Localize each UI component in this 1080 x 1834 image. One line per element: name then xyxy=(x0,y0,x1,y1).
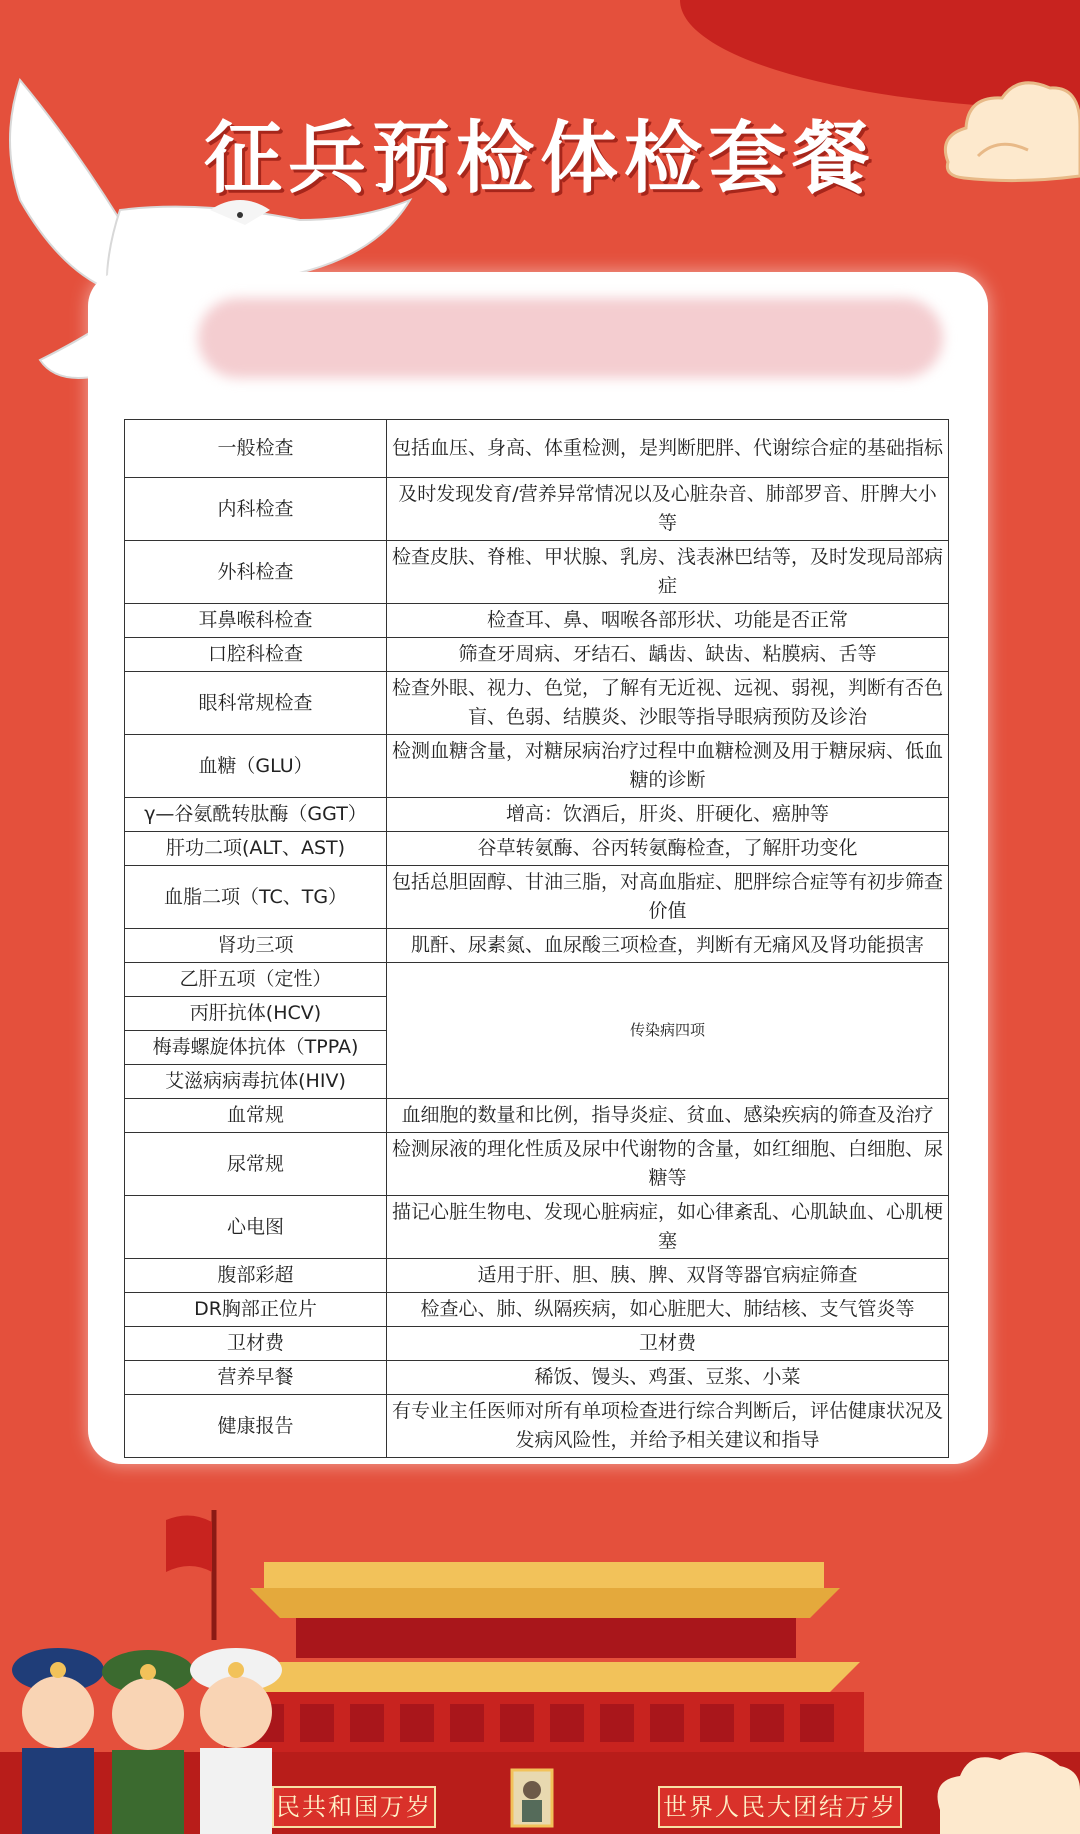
banner-left: 民共和国万岁 xyxy=(272,1786,436,1828)
tiananmen-scene xyxy=(0,1480,1080,1834)
desc-cell: 检查皮肤、脊椎、甲状腺、乳房、浅表淋巴结等，及时发现局部病症 xyxy=(387,541,949,604)
table-row xyxy=(125,929,949,963)
desc-cell: 有专业主任医师对所有单项检查进行综合判断后，评估健康状况及发病风险性，并给予相关建议和指导 xyxy=(387,1395,949,1458)
table-row xyxy=(125,420,949,478)
table-row xyxy=(125,1133,949,1196)
item-cell: 尿常规 xyxy=(125,1133,387,1196)
desc-cell: 适用于肝、胆、胰、脾、双肾等器官病症筛查 xyxy=(387,1259,949,1293)
item-cell: 肝功二项(ALT、AST) xyxy=(125,832,387,866)
item-cell: 营养早餐 xyxy=(125,1361,387,1395)
desc-cell: 卫材费 xyxy=(387,1327,949,1361)
table-row xyxy=(125,1361,949,1395)
table-row xyxy=(125,638,949,672)
desc-cell: 检查外眼、视力、色觉，了解有无近视、远视、弱视，判断有否色盲、色弱、结膜炎、沙眼等指导眼病预防及诊治 xyxy=(387,672,949,735)
item-cell: 腹部彩超 xyxy=(125,1259,387,1293)
item-cell: 卫材费 xyxy=(125,1327,387,1361)
desc-cell: 包括总胆固醇、甘油三脂，对高血脂症、肥胖综合症等有初步筛查价值 xyxy=(387,866,949,929)
table-row xyxy=(125,1099,949,1133)
desc-cell: 增高：饮酒后，肝炎、肝硬化、癌肿等 xyxy=(387,798,949,832)
page-title: 征兵预检体检套餐 xyxy=(203,114,876,204)
desc-cell: 描记心脏生物电、发现心脏病症，如心律紊乱、心肌缺血、心肌梗塞 xyxy=(387,1196,949,1259)
desc-cell: 筛查牙周病、牙结石、龋齿、缺齿、粘膜病、舌等 xyxy=(387,638,949,672)
item-cell: 眼科常规检查 xyxy=(125,672,387,735)
item-cell: 艾滋病病毒抗体(HIV) xyxy=(125,1065,387,1099)
item-cell: 肾功三项 xyxy=(125,929,387,963)
desc-cell: 检测血糖含量，对糖尿病治疗过程中血糖检测及用于糖尿病、低血糖的诊断 xyxy=(387,735,949,798)
item-cell: 口腔科检查 xyxy=(125,638,387,672)
item-cell: 一般检查 xyxy=(125,420,387,478)
item-cell: 内科检查 xyxy=(125,478,387,541)
table-row xyxy=(125,866,949,929)
desc-cell: 血细胞的数量和比例，指导炎症、贫血、感染疾病的筛查及治疗 xyxy=(387,1099,949,1133)
desc-cell-merged: 传染病四项 xyxy=(387,963,949,1099)
desc-cell: 稀饭、馒头、鸡蛋、豆浆、小菜 xyxy=(387,1361,949,1395)
table-row xyxy=(125,1293,949,1327)
desc-cell: 检查耳、鼻、咽喉各部形状、功能是否正常 xyxy=(387,604,949,638)
desc-cell: 包括血压、身高、体重检测，是判断肥胖、代谢综合症的基础指标 xyxy=(387,420,949,478)
table-row xyxy=(125,1327,949,1361)
item-cell: γ—谷氨酰转肽酶（GGT） xyxy=(125,798,387,832)
item-cell: 血常规 xyxy=(125,1099,387,1133)
banner-right: 世界人民大团结万岁 xyxy=(658,1786,902,1828)
package-table xyxy=(124,419,949,1458)
desc-cell: 检测尿液的理化性质及尿中代谢物的含量，如红细胞、白细胞、尿糖等 xyxy=(387,1133,949,1196)
item-cell: 丙肝抗体(HCV) xyxy=(125,997,387,1031)
table-row xyxy=(125,1395,949,1458)
table-row xyxy=(125,478,949,541)
table-row xyxy=(125,541,949,604)
blurred-subtitle-bar xyxy=(198,298,943,378)
item-cell: 血脂二项（TC、TG） xyxy=(125,866,387,929)
desc-cell: 谷草转氨酶、谷丙转氨酶检查，了解肝功变化 xyxy=(387,832,949,866)
table-row xyxy=(125,735,949,798)
table-row xyxy=(125,798,949,832)
item-cell: 外科检查 xyxy=(125,541,387,604)
desc-cell: 肌酐、尿素氮、血尿酸三项检查，判断有无痛风及肾功能损害 xyxy=(387,929,949,963)
item-cell: 耳鼻喉科检查 xyxy=(125,604,387,638)
desc-cell: 及时发现发育/营养异常情况以及心脏杂音、肺部罗音、肝脾大小等 xyxy=(387,478,949,541)
table-row xyxy=(125,1259,949,1293)
table-row xyxy=(125,1196,949,1259)
table-row xyxy=(125,604,949,638)
table-row xyxy=(125,672,949,735)
table-row xyxy=(125,963,949,997)
item-cell: DR胸部正位片 xyxy=(125,1293,387,1327)
item-cell: 心电图 xyxy=(125,1196,387,1259)
item-cell: 梅毒螺旋体抗体（TPPA) xyxy=(125,1031,387,1065)
item-cell: 乙肝五项（定性） xyxy=(125,963,387,997)
soldier-icons xyxy=(12,1648,282,1834)
item-cell: 健康报告 xyxy=(125,1395,387,1458)
item-cell: 血糖（GLU） xyxy=(125,735,387,798)
table-row xyxy=(125,832,949,866)
desc-cell: 检查心、肺、纵隔疾病，如心脏肥大、肺结核、支气管炎等 xyxy=(387,1293,949,1327)
